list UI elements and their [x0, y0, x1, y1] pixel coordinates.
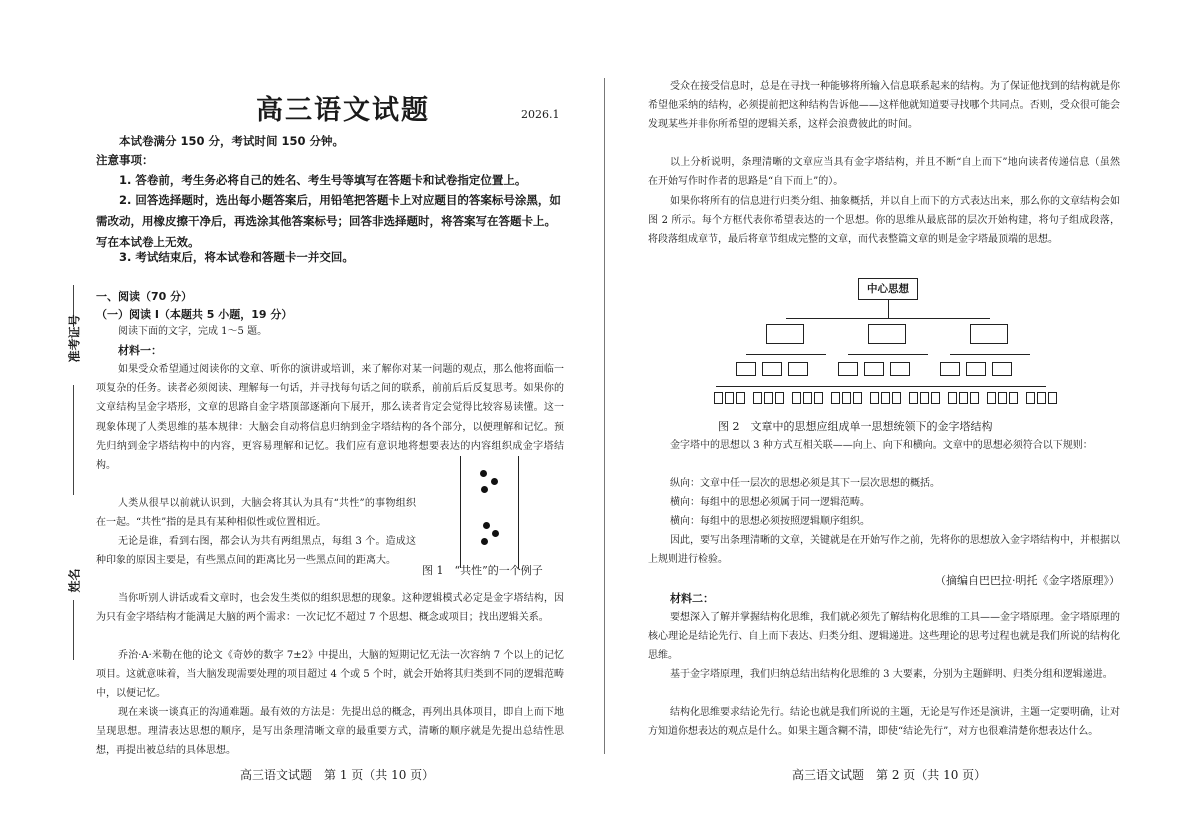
level-4-box [792, 392, 801, 404]
rule-horizontal-2: 横向：每组中的思想必须按照逻辑顺序组织。 [670, 516, 870, 527]
level-3-box [838, 362, 858, 376]
level-4-box [1037, 392, 1046, 404]
figure-1-dots [460, 456, 520, 568]
level-4-box [1009, 392, 1018, 404]
connector [786, 318, 990, 319]
binding-line-bottom [73, 600, 74, 660]
material-2-label: 材料二： [670, 592, 714, 605]
dot [491, 478, 498, 485]
material-2-paragraph-1: 要想深入了解并掌握结构化思维，我们就必须先了解结构化思维的工具——金字塔原理。金字塔原理的核心理论是结论先行、自上而下表达、归类分组、逻辑递进。这些理论的思考过程也就是我们所说的结构化思维。 [648, 612, 1120, 662]
central-idea-box: 中心思想 [858, 278, 918, 300]
notice-item-3: 3. 考试结束后，将本试卷和答题卡一并交回。 [119, 250, 354, 264]
level-2-box [766, 324, 804, 344]
notice-item-1: 1. 答卷前，考生务必将自己的姓名、考生号等填写在答题卡和试卷指定位置上。 [119, 173, 527, 187]
dot [481, 486, 488, 493]
material-2-paragraph-3: 结构化思维要求结论先行。结论也就是我们所说的主题，无论是写作还是演讲，主题一定要明确，让对方知道你想表达的观点是什么。如果主题含糊不清，即使“结论先行”，对方也很难清楚你想表达什么。 [648, 707, 1120, 738]
notice-heading: 注意事项： [96, 153, 154, 167]
level-3-box [762, 362, 782, 376]
figure-1-caption: 图 1 “共性”的一个例子 [422, 564, 543, 577]
level-4-box [870, 392, 879, 404]
right-paragraph-4: 金字塔中的思想以 3 种方式互相关联——向上、向下和横向。文章中的思想必须符合以下规则： [670, 440, 1093, 451]
instruction: 阅读下面的文字，完成 1～5 题。 [118, 326, 268, 337]
page-1-footer: 高三语文试题 第 1 页（共 10 页） [240, 768, 435, 782]
name-label: 姓名 [67, 568, 82, 593]
level-4-box [814, 392, 823, 404]
level-2-box [970, 324, 1008, 344]
right-page [648, 0, 1120, 837]
right-paragraph-1: 受众在接受信息时，总是在寻找一种能够将所输入信息联系起来的结构。为了保证他找到的结构就是你希望他采纳的结构，必须提前把这种结构告诉他——这样他就知道要寻找哪个共同点。否则，受众很可能会发现某些并非你所希望的逻辑关系，这样会浪费彼此的时间。 [648, 81, 1120, 131]
level-4-box [775, 392, 784, 404]
level-4-box [736, 392, 745, 404]
material-1-paragraph-1: 如果受众希望通过阅读你的文章、听你的演讲或培训，来了解你对某一问题的观点，那么他将面临一项复杂的任务。读者必须阅读、理解每一句话，并寻找每句话之间的联系，前前后后反复思考。如果你的文章结构呈金字塔形，文章的思路自金字塔顶部逐渐向下展开，那么读者肯定会觉得比较容易读懂。这一现象体现了人类思维的基本规律：大脑会自动将信息归纳到金字塔结构的各个部分，以便理解和记忆。预先归纳到金字塔结构中的内容，更容易理解和记忆。我们应有意识地将想要表达的内容组织成金字塔结构。 [96, 364, 564, 472]
right-paragraph-2: 以上分析说明，条理清晰的文章应当具有金字塔结构，并且不断“自上而下”地向读者传递信息（虽然在开始写作时作者的思路是“自下而上”的）。 [648, 157, 1120, 188]
figure-2-bottom-row [714, 392, 1054, 408]
level-4-box [803, 392, 812, 404]
level-3-box [736, 362, 756, 376]
figure-2-caption: 图 2 文章中的思想应组成单一思想统领下的金字塔结构 [718, 420, 993, 433]
admission-number-label: 准考证号 [67, 314, 82, 363]
material-1-paragraph-5: 乔治·A·米勒在他的论文《奇妙的数字 7±2》中提出，大脑的短期记忆无法一次容纳 7 个以上的记忆项目。这就意味着，当大脑发现需要处理的项目超过 4 个或 5 个时，就会开始将其归类到不同的逻辑范畴中，以便记忆。 [96, 650, 564, 700]
score-time-note: 本试卷满分 150 分，考试时间 150 分钟。 [119, 134, 345, 148]
level-4-box [959, 392, 968, 404]
page-divider [604, 78, 605, 754]
level-4-box [987, 392, 996, 404]
source-citation: （摘编自巴巴拉·明托《金字塔原理》） [935, 574, 1120, 587]
level-3-box [788, 362, 808, 376]
level-4-box [920, 392, 929, 404]
level-3-box [890, 362, 910, 376]
level-4-box [948, 392, 957, 404]
dot [481, 538, 488, 545]
level-4-box [842, 392, 851, 404]
level-4-box [714, 392, 723, 404]
level-4-box [892, 392, 901, 404]
section-heading: 一、阅读（70 分） [96, 290, 193, 303]
rule-horizontal-1: 横向：每组中的思想必须属于同一逻辑范畴。 [670, 497, 870, 508]
figure-1-left-line [460, 456, 461, 568]
level-4-box [931, 392, 940, 404]
subsection-heading: （一）阅读 I（本题共 5 小题，19 分） [96, 308, 293, 321]
material-1-paragraph-3: 无论是谁，看到右图，都会认为共有两组黑点，每组 3 个。造成这种印象的原因主要是，有些黑点间的距离比另一些黑点间的距离大。 [96, 536, 416, 567]
material-1-paragraph-6: 现在来谈一谈真正的沟通难题。最有效的方法是：先提出总的概念，再列出具体项目，即自上而下地呈现思想。理清表达思想的顺序，是写出条理清晰文章的最重要方式，清晰的顺序就是先提出总结性思想，再提出被总结的具体思想。 [96, 707, 564, 757]
level-2-box [868, 324, 906, 344]
dot [483, 522, 490, 529]
right-paragraph-5: 因此，要写出条理清晰的文章，关键就是在开始写作之前，先将你的思想放入金字塔结构中，并根据以上规则进行检验。 [648, 535, 1120, 566]
level-3-box [940, 362, 960, 376]
right-paragraph-3: 如果你将所有的信息进行归类分组、抽象概括，并以自上而下的方式表达出来，那么你的文章结构会如图 2 所示。每个方框代表你希望表达的一个思想。你的思维从最底部的层次开始构建，将句子组成段落，将段落组成章节，最后将章节组成完整的文章，而代表整篇文章的则是金字塔最顶端的思想。 [648, 196, 1120, 246]
level-4-box [909, 392, 918, 404]
connector [716, 386, 1046, 387]
connector [848, 354, 928, 355]
level-4-box [725, 392, 734, 404]
binding-line-mid [73, 385, 74, 495]
material-1-label: 材料一： [118, 344, 162, 357]
exam-date: 2026.1 [521, 108, 560, 121]
level-4-box [881, 392, 890, 404]
page-2-footer: 高三语文试题 第 2 页（共 10 页） [792, 768, 987, 782]
rule-vertical: 纵向：文章中任一层次的思想必须是其下一层次思想的概括。 [670, 478, 940, 489]
level-4-box [1026, 392, 1035, 404]
level-4-box [764, 392, 773, 404]
level-4-box [970, 392, 979, 404]
material-1-paragraph-2: 人类从很早以前就认识到，大脑会将其认为具有“共性”的事物组织在一起。“共性”指的是具有某种相似性或位置相近。 [96, 498, 416, 529]
material-2-paragraph-2: 基于金字塔原理，我们归纳总结出结构化思维的 3 大要素，分别为主题鲜明、归类分组和逻辑递进。 [670, 669, 1113, 680]
level-4-box [831, 392, 840, 404]
level-4-box [998, 392, 1007, 404]
exam-title: 高三语文试题 [256, 95, 430, 126]
connector [746, 354, 826, 355]
level-4-box [1048, 392, 1057, 404]
left-page [96, 0, 564, 837]
figure-1-right-line [518, 456, 519, 568]
level-3-box [864, 362, 884, 376]
level-3-box [966, 362, 986, 376]
level-4-box [853, 392, 862, 404]
level-4-box [753, 392, 762, 404]
connector [950, 354, 1030, 355]
dot [480, 470, 487, 477]
notice-item-2: 2. 回答选择题时，选出每小题答案后，用铅笔把答题卡上对应题目的答案标号涂黑，如需改动，用橡皮擦干净后，再选涂其他答案标号；回答非选择题时，将答案写在答题卡上。写在本试卷上无效。 [96, 193, 561, 249]
dot [492, 530, 499, 537]
level-3-box [992, 362, 1012, 376]
connector [888, 300, 889, 318]
material-1-paragraph-4: 当你听别人讲话或看文章时，也会发生类似的组织思想的现象。这种逻辑模式必定是金字塔结构，因为只有金字塔结构才能满足大脑的两个需求：一次记忆不超过 7 个思想、概念或项目；找出逻辑关系。 [96, 593, 564, 624]
